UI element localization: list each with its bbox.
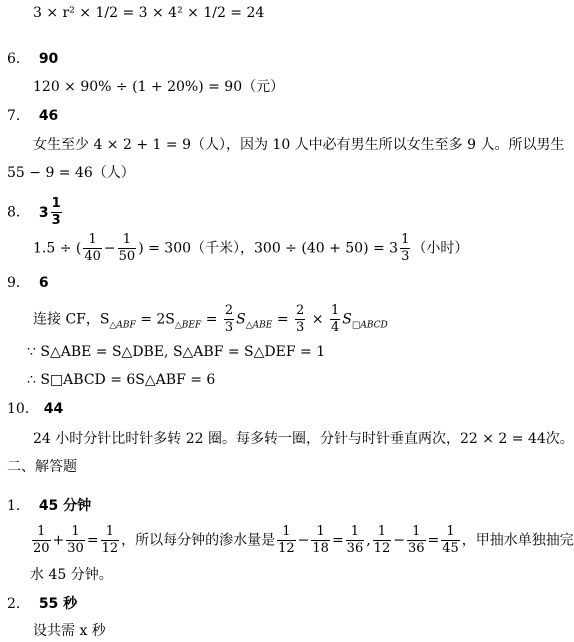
solution-text: ×: [307, 311, 328, 328]
solution-text: （小时）: [412, 240, 469, 257]
question-10-solution: [33, 432, 574, 446]
question-9-header: [7, 276, 49, 290]
separator: ,: [366, 532, 371, 549]
answer: 55 秒: [38, 596, 78, 612]
operator: =: [427, 532, 440, 549]
equation-text: 3 × r² × 1/2 = 3 × 4² × 1/2 = 24: [33, 5, 265, 21]
solve-1-solution-line1: [30, 524, 574, 557]
denominator: 12: [373, 541, 391, 556]
solution-text: 1.5 ÷ (: [33, 240, 82, 257]
answer-whole: 3: [38, 204, 49, 221]
fraction: [118, 232, 137, 265]
question-9-solution-line3: [27, 373, 215, 387]
fraction: [400, 232, 410, 265]
subscript: □ABCD: [351, 320, 388, 331]
denominator: 12: [278, 541, 295, 556]
numerator: 1: [446, 524, 455, 539]
fraction: [32, 524, 51, 557]
question-9-solution-line1: [33, 303, 388, 336]
question-number: 10.: [7, 401, 30, 417]
fraction: [101, 524, 120, 557]
solution-text: ，所以每分钟的渗水量是: [121, 532, 276, 549]
question-7-header: [7, 109, 58, 123]
fraction: [83, 232, 102, 265]
equation-line: [33, 6, 264, 20]
fraction: [224, 303, 234, 336]
question-number: 1.: [7, 498, 21, 514]
denominator: 12: [101, 541, 119, 556]
fraction: [277, 524, 296, 557]
denominator: 50: [118, 249, 136, 264]
question-number: 8.: [7, 204, 21, 221]
subscript: △ABE: [245, 320, 273, 331]
numerator: 1: [412, 524, 421, 539]
question-number: 9.: [7, 275, 21, 291]
numerator: 1: [122, 232, 132, 247]
solution-text: ∵ S△ABE = S△DBE, S△ABF = S△DEF = 1: [27, 344, 326, 360]
fraction: [311, 524, 330, 557]
numerator: 1: [350, 524, 360, 539]
numerator: 1: [37, 524, 46, 539]
numerator: 1: [330, 303, 340, 318]
subscript: △ABF: [109, 320, 136, 331]
denominator: 45: [442, 541, 459, 556]
fraction: [373, 524, 392, 557]
fraction: [407, 524, 426, 557]
question-6-header: [7, 52, 58, 66]
question-8-solution: [33, 232, 468, 265]
operator: −: [393, 532, 405, 549]
operator: =: [331, 532, 344, 549]
fraction: [330, 303, 340, 336]
question-9-solution-line2: [27, 345, 325, 359]
denominator: 18: [312, 541, 329, 556]
denominator: 20: [33, 541, 50, 556]
question-7-solution-line1: [33, 138, 565, 152]
denominator: 36: [346, 541, 364, 556]
question-8-header: [7, 196, 64, 229]
question-6-solution: [33, 80, 284, 94]
solution-text: S: [236, 311, 246, 328]
solution-text: 连接 CF，S: [33, 311, 110, 328]
solve-2-header: [7, 597, 77, 611]
answer: 6: [38, 275, 49, 291]
solution-text: 120 × 90% ÷ (1 + 20%) = 90（元）: [33, 79, 285, 95]
denominator: 36: [407, 541, 425, 556]
denominator: 3: [296, 320, 305, 335]
fraction: [66, 524, 85, 557]
numerator: 1: [377, 524, 387, 539]
solve-1-header: [7, 499, 91, 513]
fraction: [441, 524, 460, 557]
denominator: 3: [401, 249, 410, 264]
solution-text: ，甲抽水单独抽完: [461, 532, 574, 549]
solution-text: ) = 300（千米），300 ÷ (40 + 50) = 3: [138, 240, 399, 257]
solution-text: 24 小时分针比时针多转 22 圈。每多转一圈，分针与时针垂直两次，22 × 2 = 44次。: [33, 431, 574, 447]
answer: 44: [43, 401, 64, 417]
numerator: 1: [105, 524, 114, 539]
denominator: 40: [84, 249, 101, 264]
solution-text: 55 − 9 = 46（人）: [7, 165, 135, 181]
operator: −: [103, 240, 116, 257]
answer-fraction: [51, 196, 62, 229]
denominator: 3: [51, 213, 61, 228]
denominator: 30: [67, 541, 84, 556]
numerator: 1: [51, 196, 61, 211]
section-heading: 二、解答题: [7, 459, 77, 475]
solution-text: ∴ S□ABCD = 6S△ABF = 6: [27, 372, 216, 388]
solution-text: 水 45 分钟。: [30, 567, 113, 583]
solve-2-solution: [33, 624, 106, 638]
fraction: [295, 303, 305, 336]
subscript: △BEF: [174, 320, 202, 331]
numerator: 1: [71, 524, 80, 539]
operator: +: [52, 532, 65, 549]
denominator: 4: [330, 320, 340, 335]
numerator: 1: [88, 232, 97, 247]
numerator: 1: [401, 232, 410, 247]
answer: 90: [38, 51, 59, 67]
numerator: 2: [224, 303, 234, 318]
question-10-header: [7, 402, 63, 416]
operator: −: [297, 532, 310, 549]
question-number: 6.: [7, 51, 21, 67]
question-number: 2.: [7, 596, 21, 612]
numerator: 1: [282, 524, 291, 539]
numerator: 1: [316, 524, 325, 539]
denominator: 3: [224, 320, 234, 335]
question-number: 7.: [7, 108, 21, 124]
solution-text: 女生至少 4 × 2 + 1 = 9（人），因为 10 人中必有男生所以女生至多 9 人。所以男生: [33, 137, 565, 153]
solution-text: =: [272, 311, 294, 328]
solution-text: = 2S: [135, 311, 175, 328]
solution-text: S: [342, 311, 352, 328]
fraction: [346, 524, 365, 557]
solve-1-solution-line2: [30, 568, 113, 582]
answer: 45 分钟: [38, 498, 92, 514]
solution-text: =: [201, 311, 222, 328]
numerator: 2: [296, 303, 305, 318]
answer: 46: [38, 108, 59, 124]
operator: =: [86, 532, 99, 549]
solution-text: 设共需 x 秒: [33, 623, 106, 639]
question-7-solution-line2: [7, 166, 135, 180]
